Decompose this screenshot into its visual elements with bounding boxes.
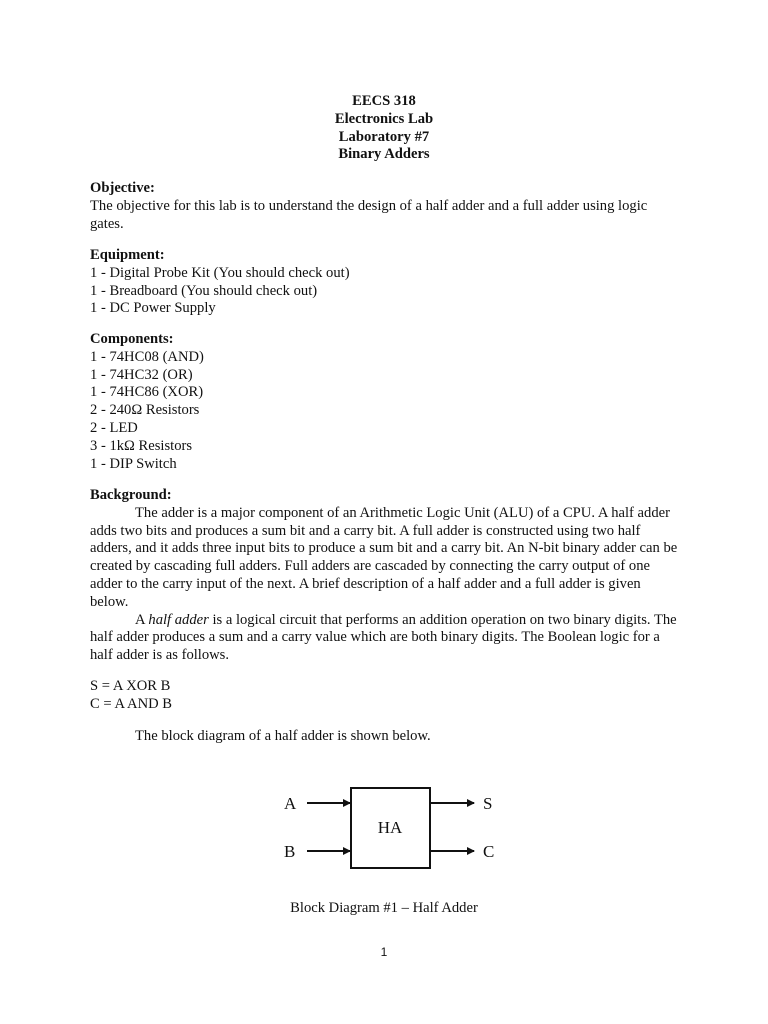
lab-topic: Binary Adders (338, 146, 430, 163)
diagram-intro (135, 728, 735, 746)
para2-rest: is a logical circuit that performs an addition operation on two binary digits. The half adder produces a sum and a carry value which are both binary digits. The Boolean logic for a half adder is as follows. (90, 611, 677, 664)
input-b-label: B (284, 842, 296, 861)
component-item: 3 - 1kΩ Resistors (90, 437, 193, 454)
lab-number: Laboratory #7 (338, 128, 430, 145)
objective-line-2: gates. (90, 215, 124, 232)
components-section (90, 331, 690, 473)
objective-line-1: The objective for this lab is to understand the design of a half adder and a full adder using logic (90, 197, 648, 214)
background-paragraph-2 (90, 612, 680, 665)
block-label: HA (377, 818, 403, 837)
lab-name: Electronics Lab (334, 110, 434, 127)
objective-section (90, 180, 690, 233)
background-heading: Background: (90, 487, 172, 503)
input-a-label: A (284, 794, 297, 813)
equipment-item: 1 - DC Power Supply (90, 300, 216, 317)
equipment-item: 1 - Digital Probe Kit (You should check out) (90, 264, 350, 281)
component-item: 2 - 240Ω Resistors (90, 402, 200, 419)
half-adder-term: half adder (148, 611, 209, 628)
sum-equation: S = A XOR B (90, 678, 171, 694)
equipment-item: 1 - Breadboard (You should check out) (90, 282, 318, 299)
output-s-label: S (483, 794, 493, 813)
component-item: 2 - LED (90, 419, 138, 436)
equations (90, 678, 690, 714)
title-block (0, 93, 768, 164)
equipment-heading: Equipment: (90, 247, 165, 263)
half-adder-block-diagram (270, 780, 510, 875)
objective-heading: Objective: (90, 180, 155, 196)
para2-prefix: A (135, 611, 149, 628)
carry-equation: C = A AND B (90, 695, 173, 712)
page-number: 1 (380, 945, 388, 959)
output-c-label: C (483, 842, 495, 861)
components-heading: Components: (90, 331, 174, 347)
component-item: 1 - 74HC86 (XOR) (90, 384, 204, 401)
component-item: 1 - DIP Switch (90, 455, 177, 472)
course-code: EECS 318 (352, 93, 416, 109)
background-paragraph-1: The adder is a major component of an Arithmetic Logic Unit (ALU) of a CPU. A half adder adds two bits and produces a sum bit and a carry bit. A full adder is constructed using two half adders, and it adds three input bits to produce a sum bit and a carry bit. An N-bit binary adder can be created by cascading full adders. Full adders are cascaded by connecting the carry output of one adder to the carry input of the next. A brief description of a half adder and a full adder is given below. (90, 504, 678, 610)
component-item: 1 - 74HC08 (AND) (90, 348, 204, 365)
background-section (90, 487, 680, 665)
diagram-intro-text: The block diagram of a half adder is shown below. (135, 728, 431, 744)
equipment-section (90, 247, 690, 318)
diagram-caption: Block Diagram #1 – Half Adder (290, 900, 478, 916)
component-item: 1 - 74HC32 (OR) (90, 366, 193, 383)
